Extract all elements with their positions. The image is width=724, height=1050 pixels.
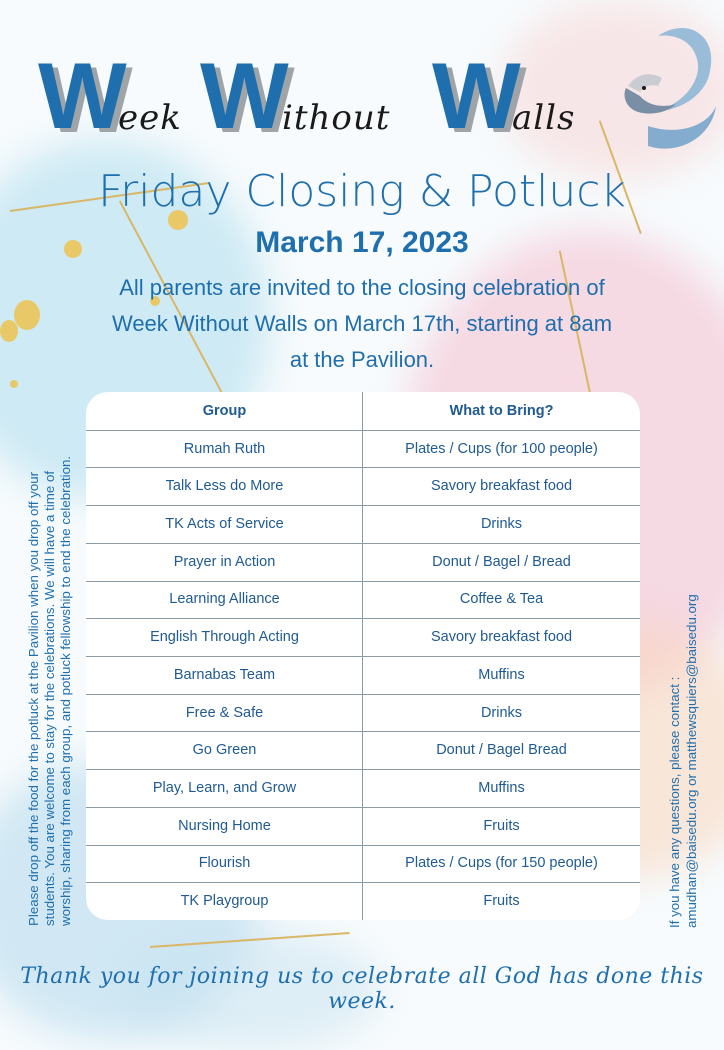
note-line: If you have any questions, please contact : [667, 676, 682, 928]
note-line: worship, sharing from each group, and potluck fellowship to end the celebration. [58, 455, 73, 926]
bring-cell: Muffins [478, 666, 525, 683]
event-date: March 17, 2023 [255, 226, 469, 259]
note-line: students. You are welcome to stay for the celebrations. We will have a time of [42, 470, 57, 926]
header-letter: W [200, 43, 285, 148]
bring-cell: Fruits [483, 893, 520, 910]
page-title: Friday Closing & Potluck [98, 166, 626, 217]
bring-cell: Drinks [480, 704, 523, 721]
week-without-walls-header [0, 22, 724, 162]
thank-you-footer: Thank you for joining us to celebrate all God has done this week. [20, 964, 704, 1014]
group-cell: TK Playgroup [180, 893, 269, 910]
header-what-to-bring: What to Bring? [449, 402, 554, 419]
group-cell: Play, Learn, and Grow [152, 779, 297, 796]
header-word: alls [512, 98, 576, 138]
note-line: Please drop off the food for the potluck at the Pavilion when you drop off your [26, 471, 41, 926]
table-row [86, 505, 640, 543]
table-row [86, 882, 640, 920]
header-word: eek [118, 98, 182, 138]
group-cell: Nursing Home [178, 817, 271, 834]
intro-text [80, 270, 644, 378]
dropoff-note [26, 386, 74, 926]
group-cell: Learning Alliance [169, 591, 280, 608]
group-cell: Barnabas Team [173, 666, 276, 683]
table-row [86, 694, 640, 732]
bring-cell: Plates / Cups (for 150 people) [405, 855, 598, 872]
group-cell: Flourish [198, 855, 251, 872]
group-cell: Prayer in Action [173, 553, 276, 570]
bring-cell: Muffins [478, 779, 525, 796]
bring-cell: Savory breakfast food [430, 478, 573, 495]
header-group: Group [202, 402, 247, 419]
group-cell: TK Acts of Service [165, 515, 284, 532]
group-cell: Free & Safe [185, 704, 264, 721]
bring-cell: Savory breakfast food [430, 629, 573, 646]
header-letter: W [38, 43, 123, 148]
bring-cell: Coffee & Tea [459, 591, 544, 608]
header-letter: W [432, 43, 517, 148]
group-cell: Rumah Ruth [183, 440, 266, 457]
contact-note [666, 538, 700, 928]
table-row [86, 618, 640, 656]
header-word: ithout [282, 98, 391, 138]
group-cell: Go Green [192, 742, 257, 759]
bring-cell: Donut / Bagel / Bread [432, 553, 571, 570]
contact-emails[interactable]: amudhan@baisedu.org or matthewsquiers@baisedu.org [684, 594, 699, 928]
bring-cell: Donut / Bagel Bread [436, 742, 567, 759]
intro-line: All parents are invited to the closing celebration of [119, 275, 605, 300]
group-cell: Talk Less do More [165, 478, 284, 495]
bring-cell: Plates / Cups (for 100 people) [405, 440, 598, 457]
table-row [86, 807, 640, 845]
table-row [86, 467, 640, 505]
table-row [86, 543, 640, 581]
bring-cell: Fruits [483, 817, 520, 834]
table-row [86, 430, 640, 468]
bring-cell: Drinks [480, 515, 523, 532]
group-cell: English Through Acting [150, 629, 299, 646]
table-header-row [86, 392, 640, 430]
table-row [86, 731, 640, 769]
intro-line: at the Pavilion. [289, 347, 435, 372]
table-row [86, 845, 640, 883]
table-row [86, 581, 640, 619]
intro-line: Week Without Walls on March 17th, starting at 8am [111, 311, 613, 336]
table-row [86, 769, 640, 807]
eagle-icon [618, 16, 718, 166]
potluck-table [86, 392, 640, 920]
table-row [86, 656, 640, 694]
